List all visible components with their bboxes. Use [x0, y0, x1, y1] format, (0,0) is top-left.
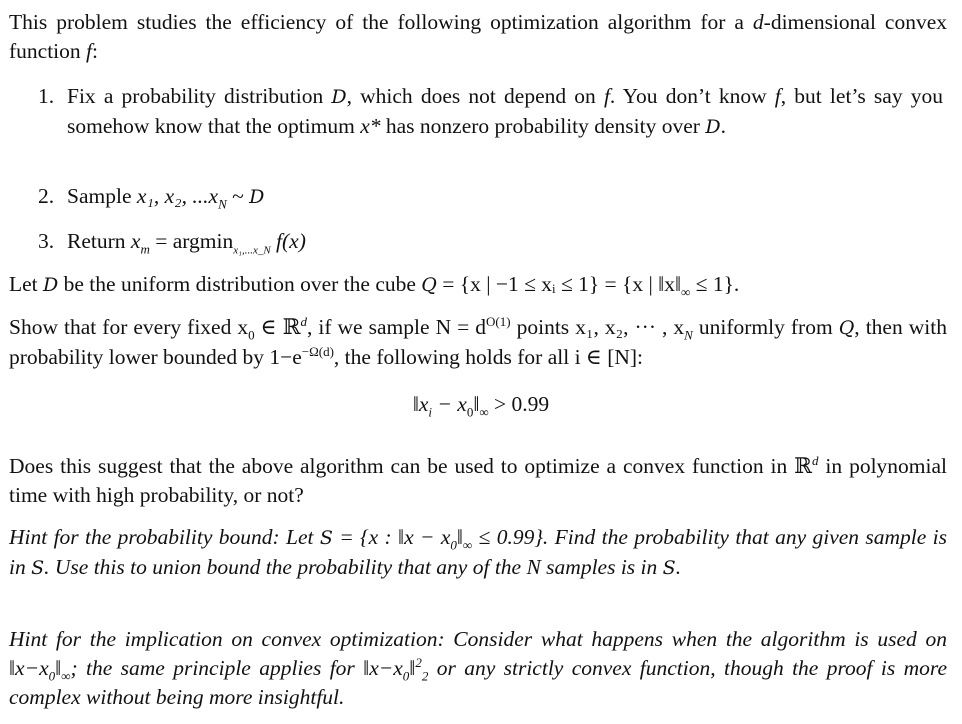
algorithm-step-2 [38, 182, 943, 212]
uniform-distribution-paragraph: Let D be the uniform distribution over the cube Q = {x | −1 ≤ xᵢ ≤ 1} = {x | $‖x‖_\infty \le 1$}. [9, 272, 740, 300]
cube-symbol: Q [838, 317, 855, 339]
function-symbol: f [603, 84, 610, 108]
intro-text: : [92, 39, 98, 63]
set-symbol: S [31, 557, 45, 579]
step-text: Return $x_m = argmin_{x_1,...x\_N}$ f(x) [67, 229, 306, 257]
display-equation: $‖x_i$ − $x_0‖_\infty > 0.99$ [412, 392, 550, 420]
step-number: 1. [38, 84, 55, 108]
show-paragraph: Show that for every fixed $x_0$ ∈ ℝ$^d$, if we sample $N = d^{O(1)}$ points x₁, x₂, ··· , $x_N$ uniformly from Q, then with probability lower bounded by $1-e^{-\Omega(d)}$, the following holds for all i ∈ [N]: [9, 313, 947, 369]
algorithm-step-1 [38, 82, 943, 142]
hint-convex-optimization: Hint for the implication on convex optimization: Consider what happens when the algorithm is used on $‖x-x_0‖_\infty$; the same principle applies for $‖x-x_0‖^2_2$ or any strictly convex function, though the proof is more complex without being more insightful. [9, 627, 947, 709]
step-number: 2. [38, 184, 55, 208]
algorithm-step-3 [38, 227, 943, 256]
intro-text: -dimensional convex function [9, 10, 947, 63]
distribution-symbol: D [249, 186, 265, 208]
question-paragraph: Does this suggest that the above algorithm can be used to optimize a convex function in ℝ$^d$ in polynomial time with high probability, or not? [9, 452, 947, 507]
distribution-symbol: D [43, 274, 59, 296]
intro-paragraph [9, 8, 947, 66]
distribution-symbol: D [705, 116, 721, 138]
hint-probability-bound: Hint for the probability bound: Let S = {x : ‖x − $x_0‖_\infty \le 0.99$}. Find the probability that any given sample is in S. Use this to union bound the probability that any of the N samples is in S. [9, 525, 948, 579]
function-symbol: f [86, 39, 93, 63]
dimension-symbol: d [752, 10, 764, 34]
cube-symbol: Q [421, 274, 437, 296]
distribution-symbol: D [331, 86, 347, 108]
set-symbol: S [662, 557, 676, 579]
intro-text: This problem studies the efficiency of the following optimization algorithm for a [9, 10, 753, 34]
set-symbol: S [319, 527, 333, 549]
step-text: Sample x₁, x₂, $...x_N$ ~ D [67, 184, 265, 212]
optimum-symbol: x* [360, 114, 381, 138]
step-text: Fix a probability distribution D, which does not depend on f. You don’t know f, but let’s say you somehow know that the optimum x* has nonzero probability density over D. [67, 84, 943, 138]
step-number: 3. [38, 229, 55, 253]
function-symbol: f [774, 84, 781, 108]
sample-symbols: x₁, x₂, ...x [136, 184, 219, 208]
